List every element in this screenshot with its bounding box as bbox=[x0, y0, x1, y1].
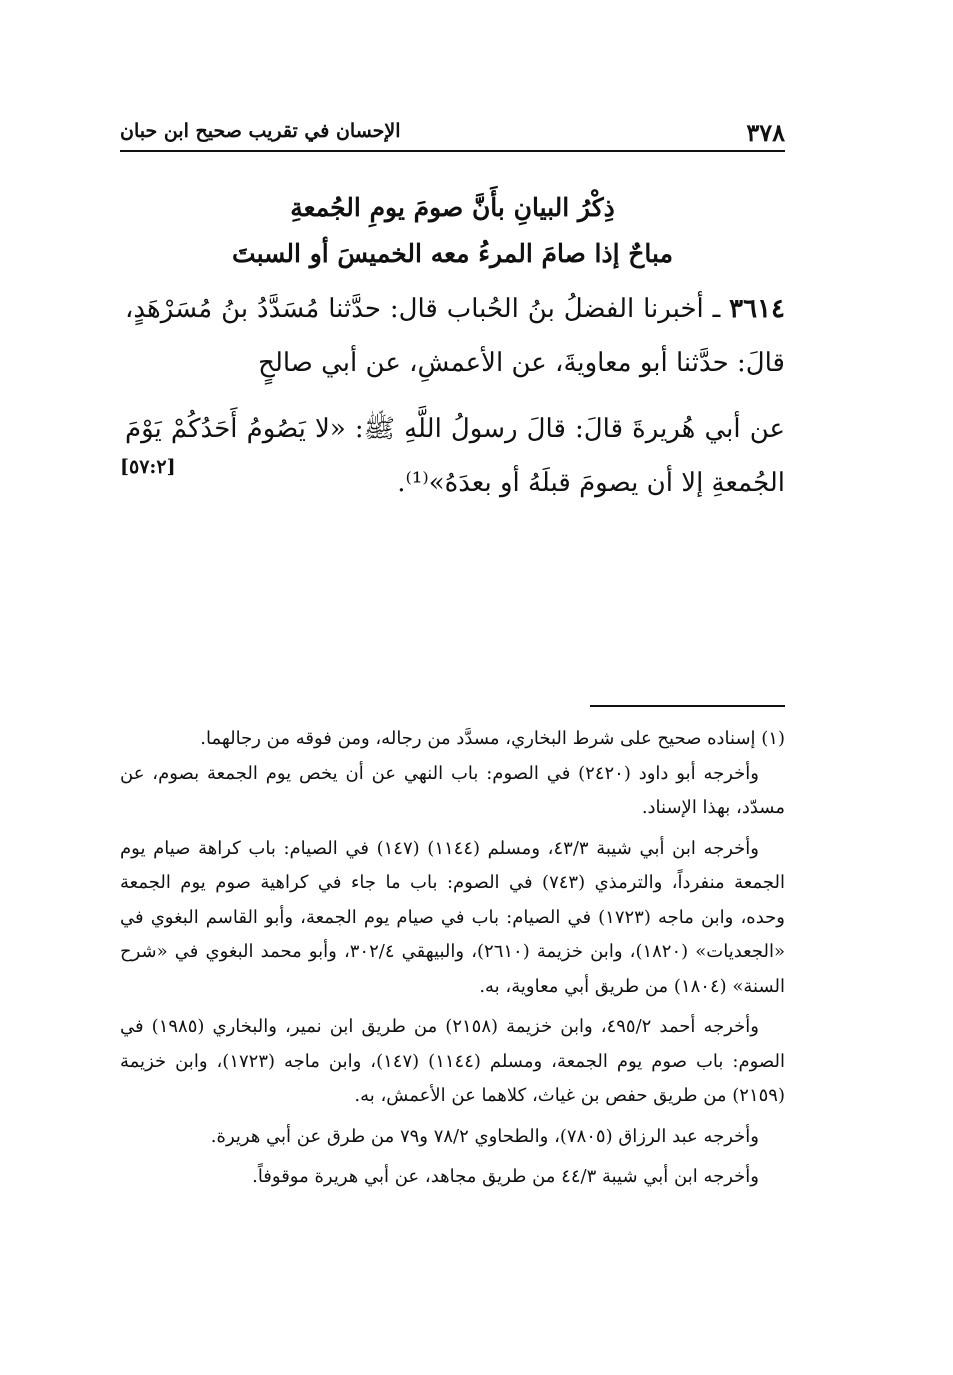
chapter-heading bbox=[120, 185, 785, 277]
footnote-separator bbox=[590, 705, 785, 707]
hadith-reference: [٥٧:٢] bbox=[120, 456, 176, 478]
footnote-paragraph: وأخرجه ابن أبي شيبة ٤٤/٣ من طريق مجاهد، عن أبي هريرة موقوفاً. bbox=[252, 1166, 759, 1187]
hadith-isnad-text: ـ أخبرنا الفضلُ بنُ الحُباب قال: حدَّثنا مُسَدَّدُ بنُ مُسَرْهَدٍ، قالَ: حدَّثنا أبو معاويةَ، عن الأعمشِ، عن أبي صالحٍ bbox=[125, 294, 785, 378]
hadith-number: ٣٦١٤ bbox=[729, 294, 785, 324]
chapter-heading-line-2: مباحٌ إذا صامَ المرءُ معه الخميسَ أو السبتَ bbox=[232, 239, 673, 268]
hadith-isnad bbox=[125, 282, 785, 390]
hadith-text bbox=[125, 282, 785, 510]
page-number: ٣٧٨ bbox=[746, 118, 785, 147]
hadith-matn: عن أبي هُريرةَ قالَ: قالَ رسولُ اللَّهِ ﷺ: «لا يَصُومُ أَحَدُكُمْ يَوْمَ الجُمعةِ إلا أن يصومَ قبلَهُ أو بعدَهُ»⁽¹⁾. bbox=[125, 414, 785, 498]
footnote-paragraph: وأخرجه أبو داود (٢٤٢٠) في الصوم: باب النهي عن أن يخص يوم الجمعة بصوم، عن مسدّد، بهذا الإسناد. bbox=[120, 762, 785, 818]
page-header bbox=[120, 110, 785, 152]
footnotes bbox=[120, 722, 785, 1195]
footnote-1: (١) إسناده صحيح على شرط البخاري، مسدَّد من رجاله، ومن فوقه من رجالهما. bbox=[200, 728, 785, 749]
chapter-heading-line-1: ذِكْرُ البيانِ بأَنَّ صومَ يومِ الجُمعةِ bbox=[290, 193, 615, 222]
footnote-paragraph: وأخرجه عبد الرزاق (٧٨٠٥)، والطحاوي ٧٨/٢ و٧٩ من طرق عن أبي هريرة. bbox=[210, 1125, 759, 1147]
running-title: الإحسان في تقريب صحيح ابن حبان bbox=[120, 120, 401, 142]
footnote-paragraph: وأخرجه أحمد ٤٩٥/٢، وابن خزيمة (٢١٥٨) من طريق ابن نمير، والبخاري (١٩٨٥) في الصوم: باب صوم يوم الجمعة، ومسلم (١١٤٤) (١٤٧)، وابن ماجه (١٧٢٣)، وابن خزيمة (٢١٥٩) من طريق حفص بن غياث، كلاهما عن الأعمش، به. bbox=[120, 1016, 785, 1106]
footnote-paragraph: وأخرجه ابن أبي شيبة ٤٣/٣، ومسلم (١١٤٤) (١٤٧) في الصيام: باب كراهة صيام يوم الجمعة منفرداً، والترمذي (٧٤٣) في الصوم: باب ما جاء في كراهية صوم يوم الجمعة وحده، وابن ماجه (١٧٢٣) في الصيام: باب في صيام يوم الجمعة، وأبو القاسم البغوي في «الجعديات» (١٨٢٠)، وابن خزيمة (٢٦١٠)، والبيهقي ٣٠٢/٤، وأبو محمد البغوي في «شرح السنة» (١٨٠٤) من طريق أبي معاوية، به. bbox=[120, 837, 785, 997]
